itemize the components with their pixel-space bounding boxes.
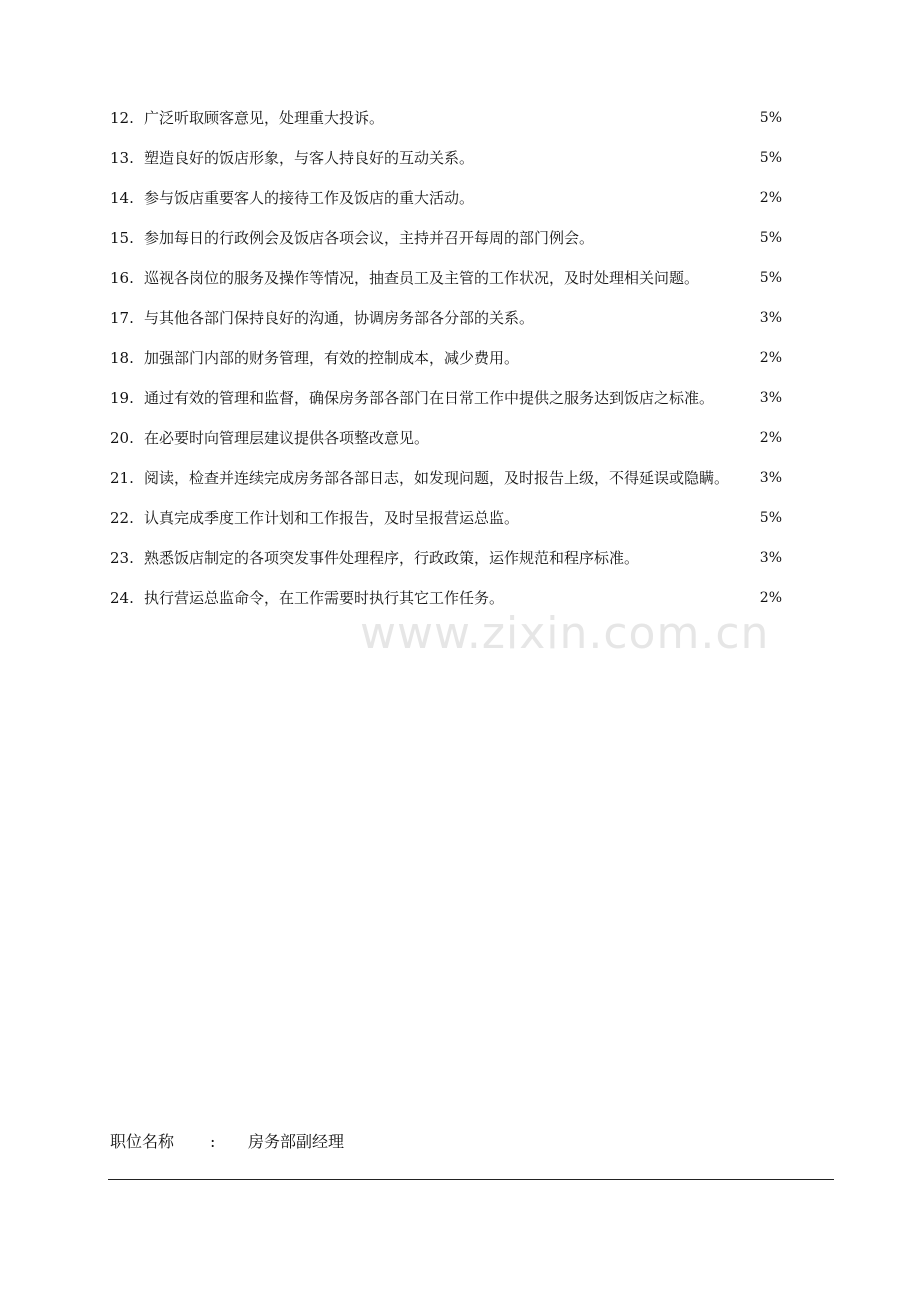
- duty-list: [110, 108, 790, 628]
- duty-percentage: 2%: [759, 590, 782, 606]
- duty-item: [110, 588, 790, 609]
- duty-text: 认真完成季度工作计划和工作报告，及时呈报营运总监。: [144, 509, 520, 527]
- duty-item: [110, 548, 790, 569]
- duty-number: 13.: [110, 149, 134, 167]
- duty-text: 与其他各部门保持良好的沟通，协调房务部各分部的关系。: [144, 309, 535, 327]
- duty-text: 执行营运总监命令，在工作需要时执行其它工作任务。: [144, 589, 505, 607]
- duty-item: [110, 348, 790, 369]
- duty-number: 16.: [110, 269, 134, 287]
- duty-text: 参与饭店重要客人的接待工作及饭店的重大活动。: [144, 189, 475, 207]
- duty-percentage: 2%: [759, 190, 782, 206]
- duty-text: 参加每日的行政例会及饭店各项会议，主持并召开每周的部门例会。: [144, 229, 595, 247]
- duty-text: 阅读，检查并连续完成房务部各部日志，如发现问题，及时报告上级，不得延误或隐瞒。: [144, 469, 730, 487]
- duty-number: 14.: [110, 189, 134, 207]
- duty-percentage: 5%: [759, 510, 782, 526]
- duty-number: 12.: [110, 109, 134, 127]
- duty-item: [110, 508, 790, 529]
- duty-text: 通过有效的管理和监督，确保房务部各部门在日常工作中提供之服务达到饭店之标准。: [144, 389, 715, 407]
- position-label: 职位名称: [110, 1132, 175, 1151]
- duty-percentage: 3%: [759, 310, 782, 326]
- duty-number: 15.: [110, 229, 134, 247]
- duty-text: 加强部门内部的财务管理，有效的控制成本，减少费用。: [144, 349, 520, 367]
- duty-number: 19.: [110, 389, 134, 407]
- duty-number: 24.: [110, 589, 134, 607]
- duty-percentage: 5%: [759, 110, 782, 126]
- duty-item: [110, 308, 790, 329]
- duty-number: 18.: [110, 349, 134, 367]
- duty-item: [110, 228, 790, 249]
- duty-percentage: 5%: [759, 230, 782, 246]
- duty-item: [110, 148, 790, 169]
- divider-line: [108, 1179, 834, 1180]
- duty-percentage: 5%: [759, 150, 782, 166]
- duty-percentage: 3%: [759, 390, 782, 406]
- duty-item: [110, 428, 790, 449]
- duty-number: 17.: [110, 309, 134, 327]
- duty-percentage: 3%: [759, 470, 782, 486]
- duty-number: 20.: [110, 429, 134, 447]
- duty-number: 21.: [110, 469, 134, 487]
- duty-percentage: 3%: [759, 550, 782, 566]
- position-value: 房务部副经理: [248, 1132, 345, 1151]
- position-colon: :: [210, 1132, 216, 1151]
- duty-number: 23.: [110, 549, 134, 567]
- duty-percentage: 2%: [759, 430, 782, 446]
- watermark: www.zixin.com.cn: [360, 608, 770, 659]
- duty-text: 在必要时向管理层建议提供各项整改意见。: [144, 429, 430, 447]
- duty-item: [110, 468, 790, 489]
- duty-percentage: 2%: [759, 350, 782, 366]
- duty-item: [110, 108, 790, 129]
- position-title-row: [110, 1131, 344, 1153]
- duty-percentage: 5%: [759, 270, 782, 286]
- duty-item: [110, 268, 790, 289]
- duty-text: 巡视各岗位的服务及操作等情况，抽查员工及主管的工作状况，及时处理相关问题。: [144, 269, 700, 287]
- duty-number: 22.: [110, 509, 134, 527]
- duty-text: 熟悉饭店制定的各项突发事件处理程序，行政政策，运作规范和程序标准。: [144, 549, 640, 567]
- duty-text: 塑造良好的饭店形象，与客人持良好的互动关系。: [144, 149, 475, 167]
- duty-item: [110, 388, 790, 409]
- duty-item: [110, 188, 790, 209]
- duty-text: 广泛听取顾客意见，处理重大投诉。: [144, 109, 385, 127]
